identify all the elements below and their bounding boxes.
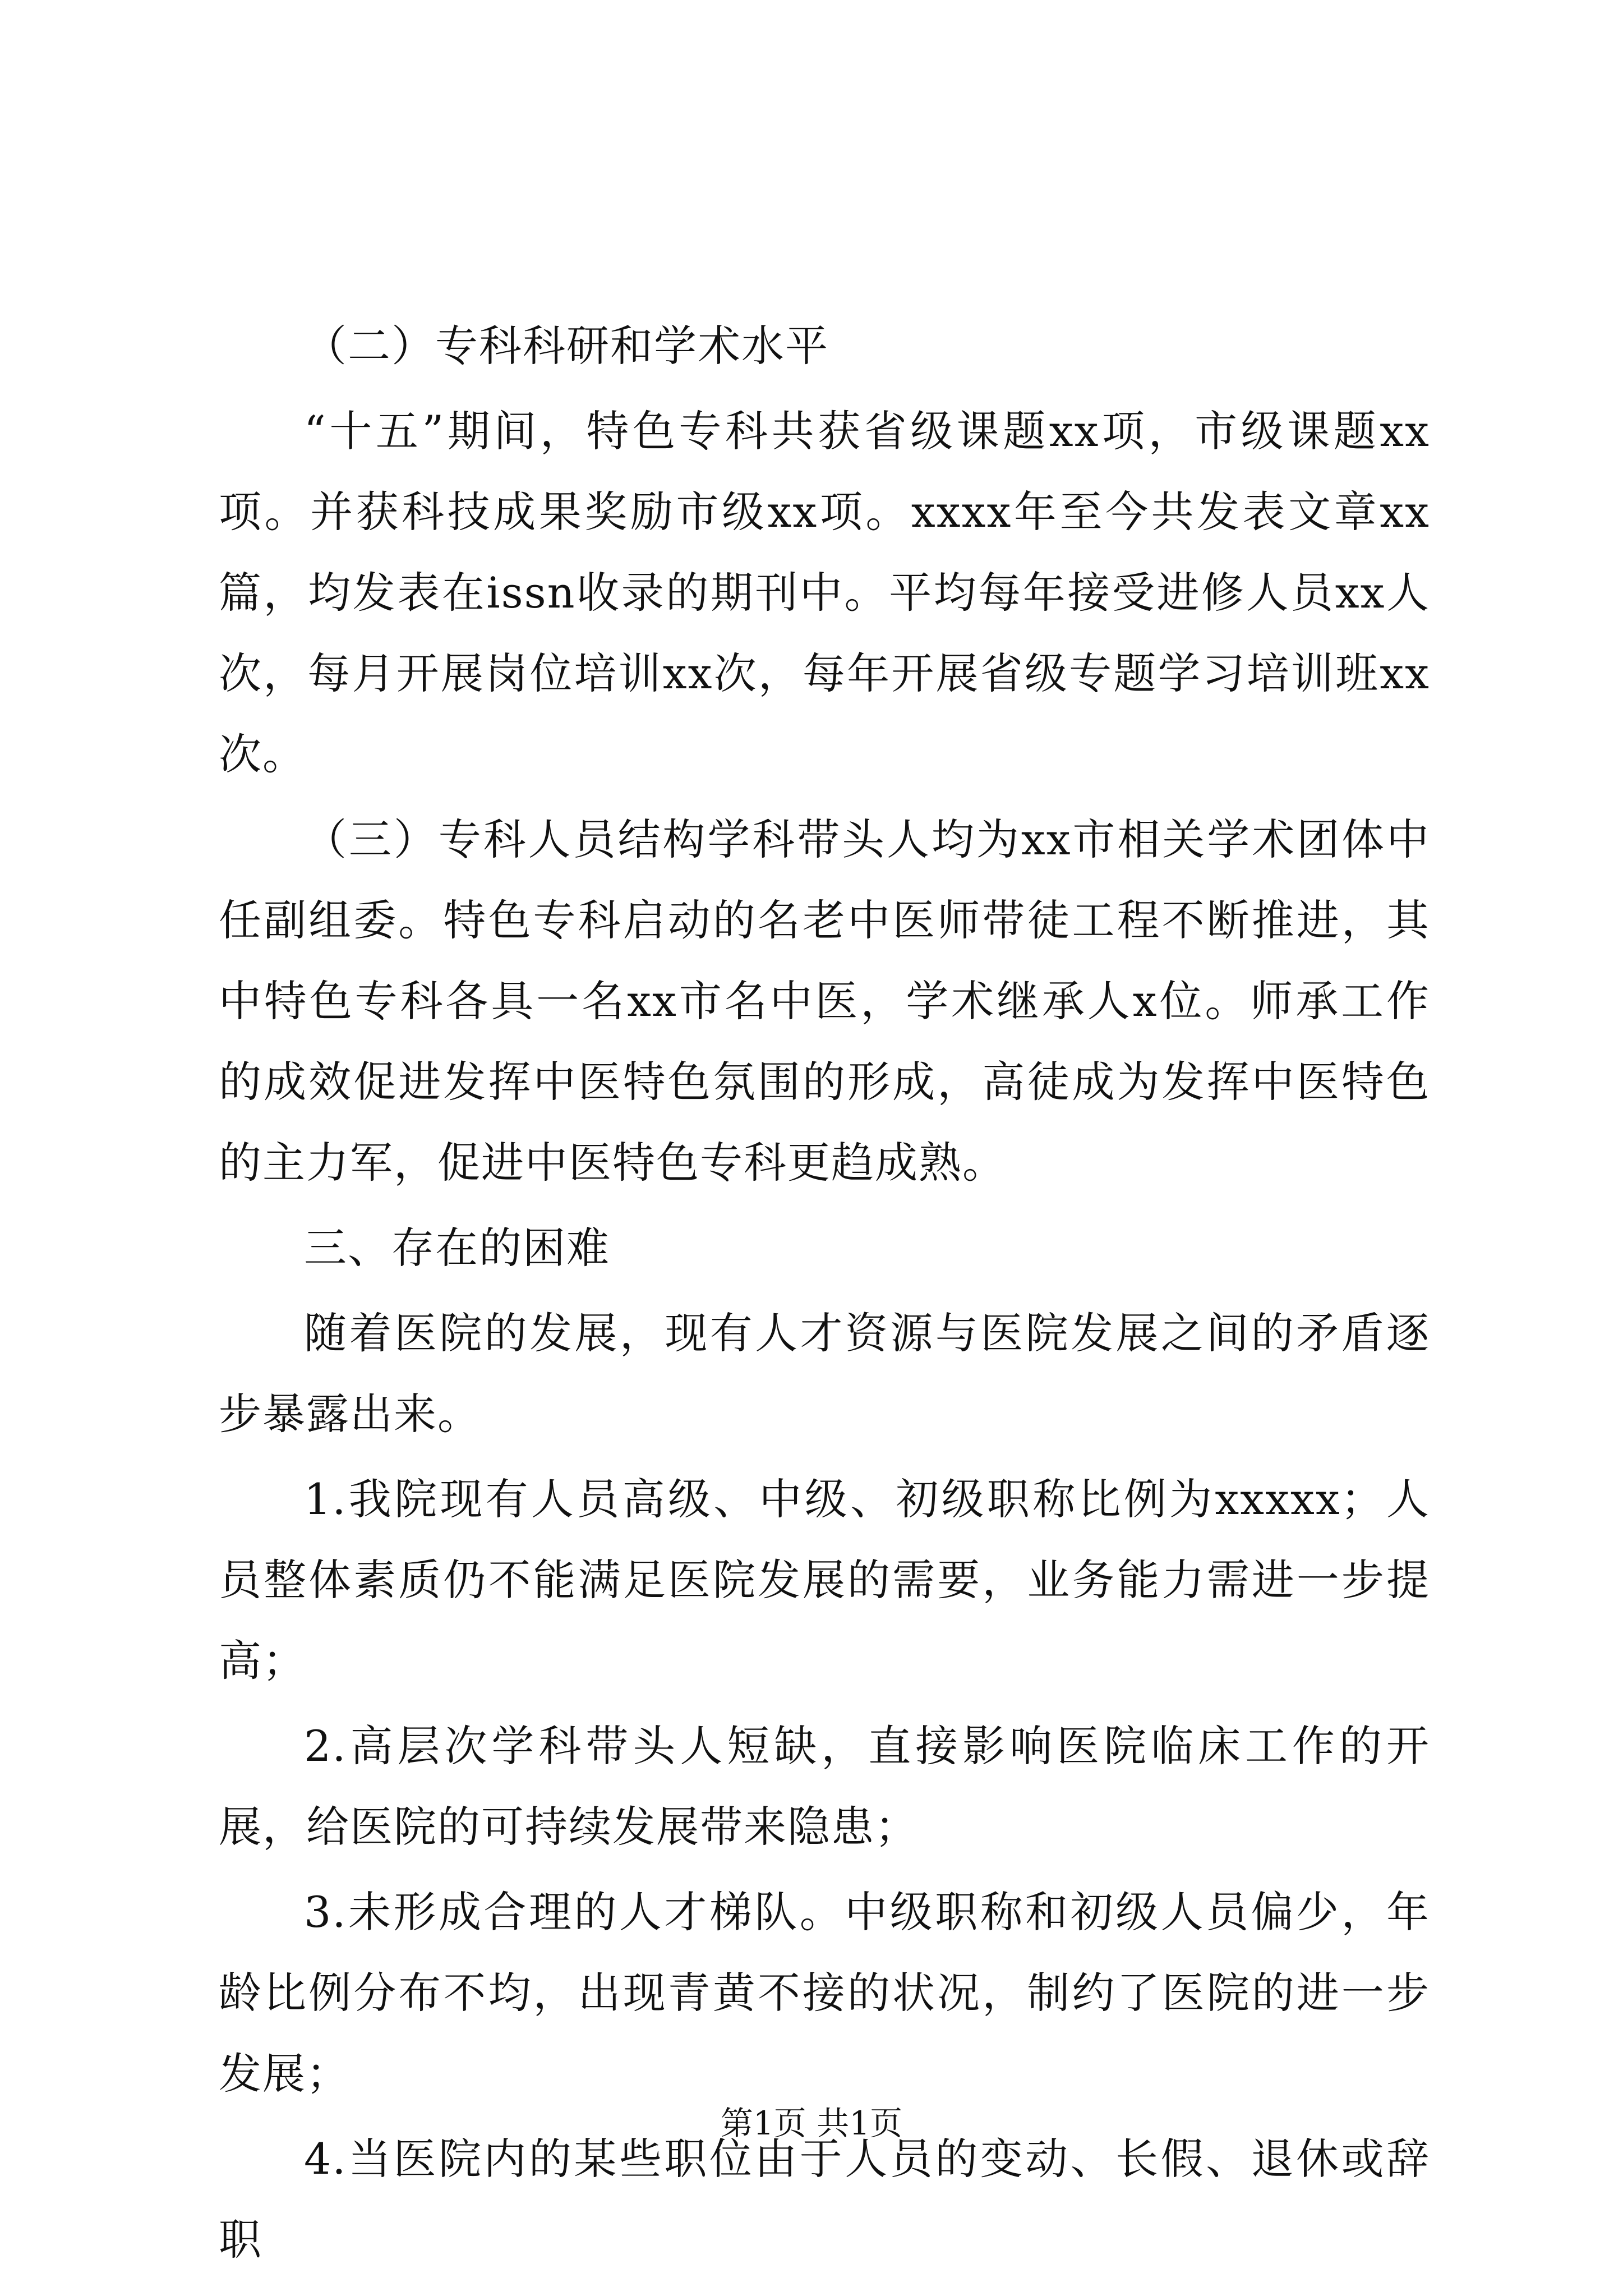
page-footer: 第1页 共1页 [720,2104,903,2142]
list-item-3: 3.未形成合理的人才梯队。中级职称和初级人员偏少，年龄比例分布不均，出现青黄不接的状况，制约了医院的进一步发展； [219,1887,1430,2099]
document-body [219,306,1430,2285]
list-item-2: 2.高层次学科带头人短缺，直接影响医院临床工作的开展，给医院的可持续发展带来隐患； [219,1721,1430,1852]
paragraph-intro-difficulties: 随着医院的发展，现有人才资源与医院发展之间的矛盾逐步暴露出来。 [219,1308,1430,1439]
paragraph-staff-structure: （三）专科人员结构学科带头人均为xx市相关学术团体中任副组委。特色专科启动的名老中医师带徒工程不断推进，其中特色专科各具一名xx市名中医，学术继承人x位。师承工作的成效促进发挥中医特色氛围的形成，高徒成为发挥中医特色的主力军，促进中医特色专科更趋成熟。 [219,815,1430,1188]
list-item-4: 4.当医院内的某些职位由于人员的变动、长假、退休或辞职 [219,2134,1430,2265]
section-heading-2: （二）专科科研和学术水平 [304,321,829,371]
paragraph-research: “十五”期间，特色专科共获省级课题xx项，市级课题xx项。并获科技成果奖励市级xx项。xxxx年至今共发表文章xx篇，均发表在issn收录的期刊中。平均每年接受进修人员xx人次，每月开展岗位培训xx次，每年开展省级专题学习培训班xx次。 [219,406,1430,779]
section-heading-difficulties: 三、存在的困难 [304,1223,610,1273]
list-item-1: 1.我院现有人员高级、中级、初级职称比例为xxxxx；人员整体素质仍不能满足医院发展的需要，业务能力需进一步提高； [219,1474,1430,1686]
